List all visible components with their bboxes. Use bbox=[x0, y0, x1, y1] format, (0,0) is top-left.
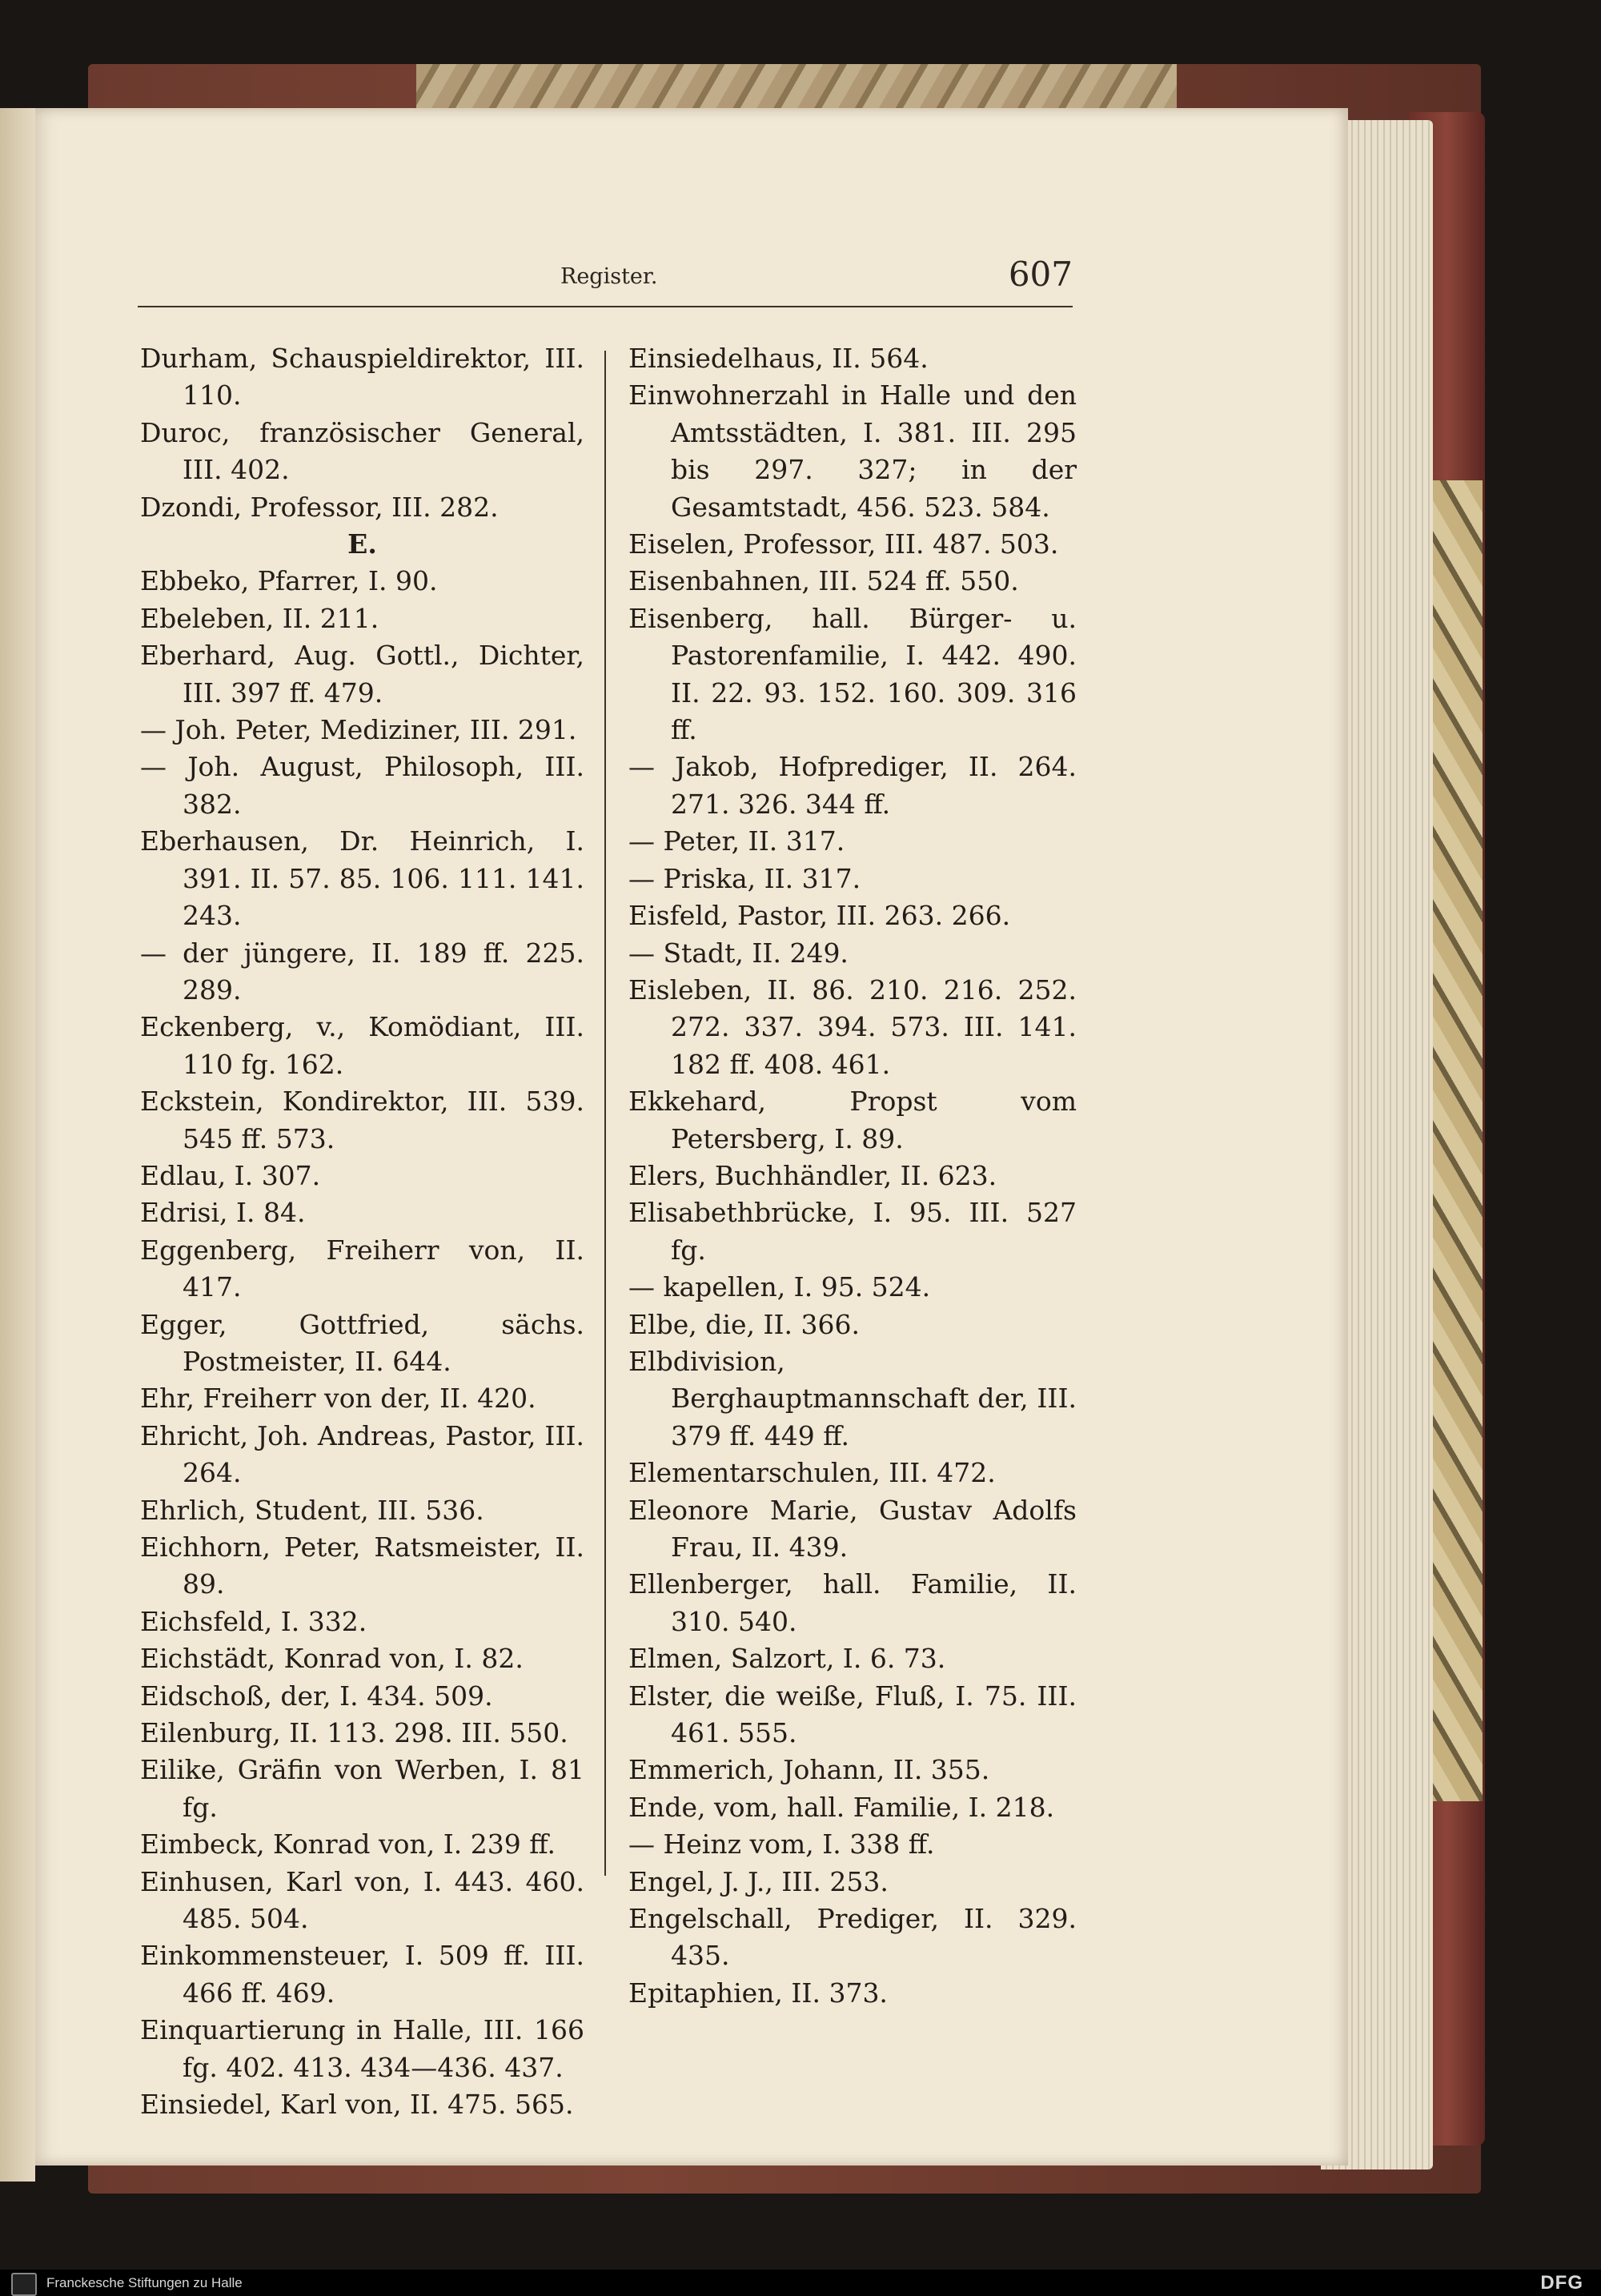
index-entry: Elster, die weiße, Fluß, I. 75. III. 461. 555. bbox=[628, 1680, 1077, 1749]
index-entry: Edrisi, I. 84. bbox=[140, 1197, 306, 1229]
index-entry: Einhusen, Karl von, I. 443. 460. 485. 504. bbox=[140, 1865, 584, 1935]
index-entry: Einquartierung in Halle, III. 166 fg. 402. 413. 434—436. 437. bbox=[140, 2014, 584, 2083]
index-entry: Elbe, die, II. 366. bbox=[628, 1308, 860, 1340]
letter-heading: E. bbox=[347, 528, 377, 560]
index-entry: Einsiedelhaus, II. 564. bbox=[628, 343, 929, 374]
index-entry: Ehrlich, Student, III. 536. bbox=[140, 1494, 484, 1526]
index-entry: — Jakob, Hofprediger, II. 264. 271. 326. 344 ff. bbox=[628, 751, 1077, 820]
index-entry: Eisenberg, hall. Bürger- u. Pastorenfamilie, I. 442. 490. II. 22. 93. 152. 160. 309. 316 ff. bbox=[628, 602, 1077, 746]
institution-logo-icon bbox=[11, 2273, 37, 2296]
index-entry: — Peter, II. 317. bbox=[628, 825, 845, 857]
column-divider bbox=[604, 351, 606, 1876]
marbled-endpaper-top bbox=[416, 64, 1177, 112]
index-entry: Elbdivision, Berghauptmannschaft der, III. 379 ff. 449 ff. bbox=[628, 1345, 1077, 1451]
index-entry: Eilenburg, II. 113. 298. III. 550. bbox=[140, 1717, 568, 1749]
index-entry: Elementarschulen, III. 472. bbox=[628, 1457, 996, 1489]
index-entry: Eberhard, Aug. Gottl., Dichter, III. 397 ff. 479. bbox=[140, 640, 584, 708]
index-entry: — kapellen, I. 95. 524. bbox=[628, 1271, 931, 1303]
index-entry: — Joh. Peter, Mediziner, III. 291. bbox=[140, 714, 577, 746]
index-entry: Eleonore Marie, Gustav Adolfs Frau, II. 439. bbox=[628, 1494, 1077, 1563]
index-entry: — der jüngere, II. 189 ff. 225. 289. bbox=[140, 937, 584, 1006]
index-entry: Durham, Schauspieldirektor, III. 110. bbox=[140, 343, 584, 411]
index-column-left bbox=[140, 340, 584, 2124]
index-entry: Eisleben, II. 86. 210. 216. 252. 272. 337. 394. 573. III. 141. 182 ff. 408. 461. bbox=[628, 973, 1077, 1080]
index-entry: Edlau, I. 307. bbox=[140, 1159, 321, 1191]
header-rule bbox=[138, 306, 1073, 307]
index-entry: Dzondi, Professor, III. 282. bbox=[140, 491, 499, 523]
index-entry: Ehricht, Joh. Andreas, Pastor, III. 264. bbox=[140, 1419, 584, 1489]
index-entry: Eichsfeld, I. 332. bbox=[140, 1605, 367, 1637]
index-entry: Ekkehard, Propst vom Petersberg, I. 89. bbox=[628, 1086, 1077, 1154]
index-entry: Eggenberg, Freiherr von, II. 417. bbox=[140, 1234, 584, 1303]
index-entry: Elmen, Salzort, I. 6. 73. bbox=[628, 1643, 946, 1675]
index-entry: — Heinz vom, I. 338 ff. bbox=[628, 1828, 935, 1860]
index-entry: Eichstädt, Konrad von, I. 82. bbox=[140, 1643, 524, 1675]
index-entry: — Stadt, II. 249. bbox=[628, 937, 849, 969]
index-entry: Ehr, Freiherr von der, II. 420. bbox=[140, 1383, 536, 1415]
index-entry: Eckstein, Kondirektor, III. 539. 545 ff. 573. bbox=[140, 1086, 584, 1154]
index-entry: Eiselen, Professor, III. 487. 503. bbox=[628, 528, 1059, 560]
index-entry: Eckenberg, v., Komödiant, III. 110 fg. 162. bbox=[140, 1011, 584, 1080]
index-entry: Epitaphien, II. 373. bbox=[628, 1977, 888, 2009]
index-entry: Ebeleben, II. 211. bbox=[140, 602, 379, 634]
index-entry: Emmerich, Johann, II. 355. bbox=[628, 1754, 990, 1786]
index-column-right bbox=[628, 340, 1077, 2012]
facing-page-edge bbox=[0, 108, 35, 2182]
index-entry: Einsiedel, Karl von, II. 475. 565. bbox=[140, 2089, 574, 2121]
index-entry: Engel, J. J., III. 253. bbox=[628, 1865, 889, 1897]
index-entry: Egger, Gottfried, sächs. Postmeister, II. 644. bbox=[140, 1308, 584, 1377]
index-entry: Ellenberger, hall. Familie, II. 310. 540. bbox=[628, 1568, 1077, 1637]
index-entry: Engelschall, Prediger, II. 329. 435. bbox=[628, 1903, 1077, 1972]
index-entry: Eisfeld, Pastor, III. 263. 266. bbox=[628, 900, 1011, 932]
running-head: Register. bbox=[560, 264, 658, 289]
index-entry: Eisenbahnen, III. 524 ff. 550. bbox=[628, 565, 1019, 597]
viewer-footer-bar bbox=[0, 2270, 1601, 2296]
index-entry: Eichhorn, Peter, Ratsmeister, II. 89. bbox=[140, 1531, 584, 1600]
index-entry: Eilike, Gräfin von Werben, I. 81 fg. bbox=[140, 1754, 584, 1823]
page-number: 607 bbox=[1008, 255, 1073, 294]
index-entry: Ende, vom, hall. Familie, I. 218. bbox=[628, 1791, 1055, 1823]
index-entry: Elisabethbrücke, I. 95. III. 527 fg. bbox=[628, 1197, 1077, 1266]
index-entry: Eimbeck, Konrad von, I. 239 ff. bbox=[140, 1828, 556, 1860]
dfg-logo: DFG bbox=[1540, 2272, 1583, 2294]
index-entry: — Joh. August, Philosoph, III. 382. bbox=[140, 751, 584, 820]
index-entry: — Priska, II. 317. bbox=[628, 862, 861, 894]
index-entry: Eidschoß, der, I. 434. 509. bbox=[140, 1680, 493, 1712]
index-entry: Elers, Buchhändler, II. 623. bbox=[628, 1159, 997, 1191]
institution-name: Franckesche Stiftungen zu Halle bbox=[46, 2275, 243, 2290]
index-entry: Duroc, französischer General, III. 402. bbox=[140, 416, 584, 486]
index-entry: Einwohnerzahl in Halle und den Amtsstädten, I. 381. III. 295 bis 297. 327; in der Gesamtstadt, 456. 523. 584. bbox=[628, 379, 1077, 523]
index-entry: Einkommensteuer, I. 509 ff. III. 466 ff. 469. bbox=[140, 1940, 584, 2009]
index-entry: Ebbeko, Pfarrer, I. 90. bbox=[140, 565, 438, 597]
index-entry: Eberhausen, Dr. Heinrich, I. 391. II. 57. 85. 106. 111. 141. 243. bbox=[140, 825, 584, 932]
